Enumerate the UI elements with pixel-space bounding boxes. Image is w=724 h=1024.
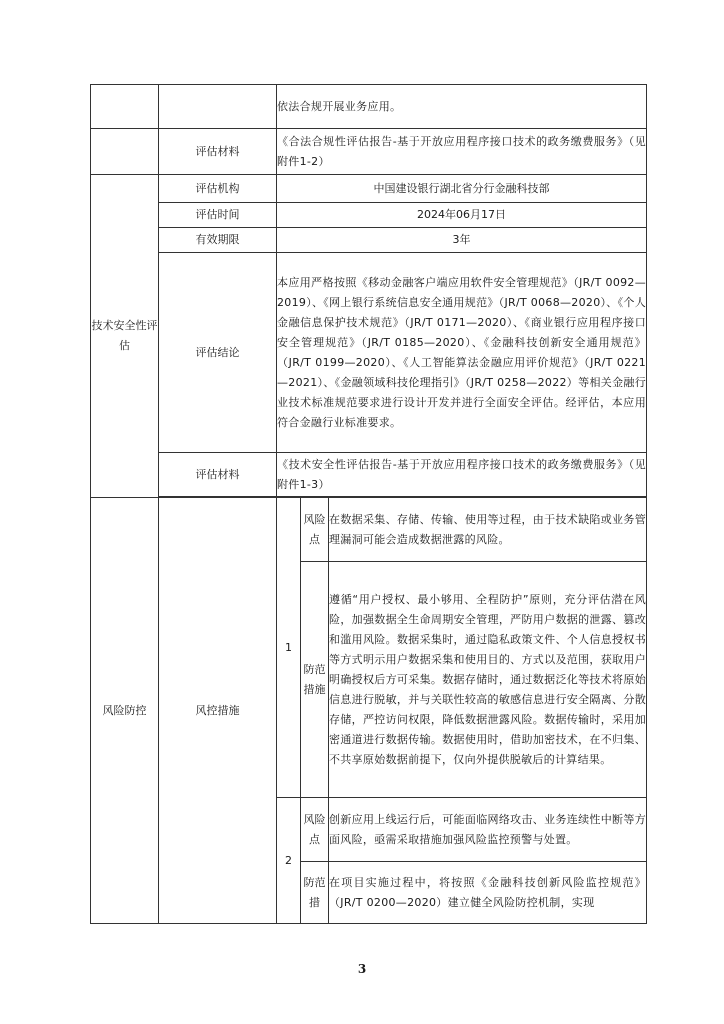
eval-material-2-label: 评估材料 bbox=[159, 453, 277, 497]
empty-cell bbox=[91, 129, 159, 175]
eval-material-text: 《合法合规性评估报告-基于开放应用程序接口技术的政务缴费服务》（见附件1-2） bbox=[277, 129, 647, 175]
item-2-number: 2 bbox=[277, 798, 301, 924]
item-2-risk-point-label: 风险点 bbox=[301, 798, 329, 862]
risk-measure-label: 风控措施 bbox=[159, 498, 277, 924]
eval-time-label: 评估时间 bbox=[159, 203, 277, 228]
item-2-prevention-label: 防范措 bbox=[301, 862, 329, 924]
assessment-table bbox=[90, 84, 647, 924]
item-1-prevention-text: 遵循“用户授权、最小够用、全程防护”原则，充分评估潜在风险，加强数据全生命周期安全管理，严防用户数据的泄露、篡改和滥用风险。数据采集时，通过隐私政策文件、个人信息授权书等方式明示用户数据采集和使用目的、方式以及范围，获取用户明确授权后方可采集。数据存储时，通过数据泛化等技术将原始信息进行脱敏，并与关联性较高的敏感信息进行安全隔离、分散存储，严控访问权限，降低数据泄露风险。数据传输时，采用加密通道进行数据传输。数据使用时，借助加密技术，在不归集、不共享原始数据前提下，仅向外提供脱敏后的计算结果。 bbox=[329, 562, 647, 798]
conclusion-text: 本应用严格按照《移动金融客户端应用软件安全管理规范》（JR/T 0092—2019）、《网上银行系统信息安全通用规范》（JR/T 0068—2020）、《个人金融信息保护技术规范》（JR/T 0171—2020）、《商业银行应用程序接口安全管理规范》（JR/T 0185—2020）、《金融科技创新安全通用规范》（JR/T 0199—2020）、《人工智能算法金融应用评价规范》（JR/T 0221—2021）、《金融领域科技伦理指引》（JR/T 0258—2022）等相关金融行业技术标准规范要求进行设计开发并进行全面安全评估。经评估，本应用符合金融行业标准要求。 bbox=[277, 253, 647, 453]
item-2-prevention-text: 在项目实施过程中，将按照《金融科技创新风险监控规范》（JR/T 0200—2020）建立健全风险防控机制，实现 bbox=[329, 862, 647, 924]
tech-security-section-label: 技术安全性评估 bbox=[91, 175, 159, 498]
compliance-text-cont: 依法合规开展业务应用。 bbox=[277, 85, 647, 129]
eval-material-2-text: 《技术安全性评估报告-基于开放应用程序接口技术的政务缴费服务》（见附件1-3） bbox=[277, 453, 647, 497]
validity-label: 有效期限 bbox=[159, 228, 277, 253]
item-1-number: 1 bbox=[277, 498, 301, 798]
item-2-risk-text: 创新应用上线运行后，可能面临网络攻击、业务连续性中断等方面风险，亟需采取措施加强风险监控预警与处置。 bbox=[329, 798, 647, 862]
empty-cell bbox=[159, 85, 277, 129]
eval-org-value: 中国建设银行湖北省分行金融科技部 bbox=[277, 175, 647, 203]
item-1-risk-text: 在数据采集、存储、传输、使用等过程，由于技术缺陷或业务管理漏洞可能会造成数据泄露的风险。 bbox=[329, 498, 647, 562]
risk-control-section-label: 风险防控 bbox=[91, 498, 159, 924]
eval-material-label: 评估材料 bbox=[159, 129, 277, 175]
eval-org-label: 评估机构 bbox=[159, 175, 277, 203]
conclusion-label: 评估结论 bbox=[159, 253, 277, 453]
item-1-prevention-label: 防范措施 bbox=[301, 562, 329, 798]
eval-time-value: 2024年06月17日 bbox=[277, 203, 647, 228]
empty-cell bbox=[91, 85, 159, 129]
item-1-risk-point-label: 风险点 bbox=[301, 498, 329, 562]
page-number: 3 bbox=[357, 962, 367, 976]
validity-value: 3年 bbox=[277, 228, 647, 253]
